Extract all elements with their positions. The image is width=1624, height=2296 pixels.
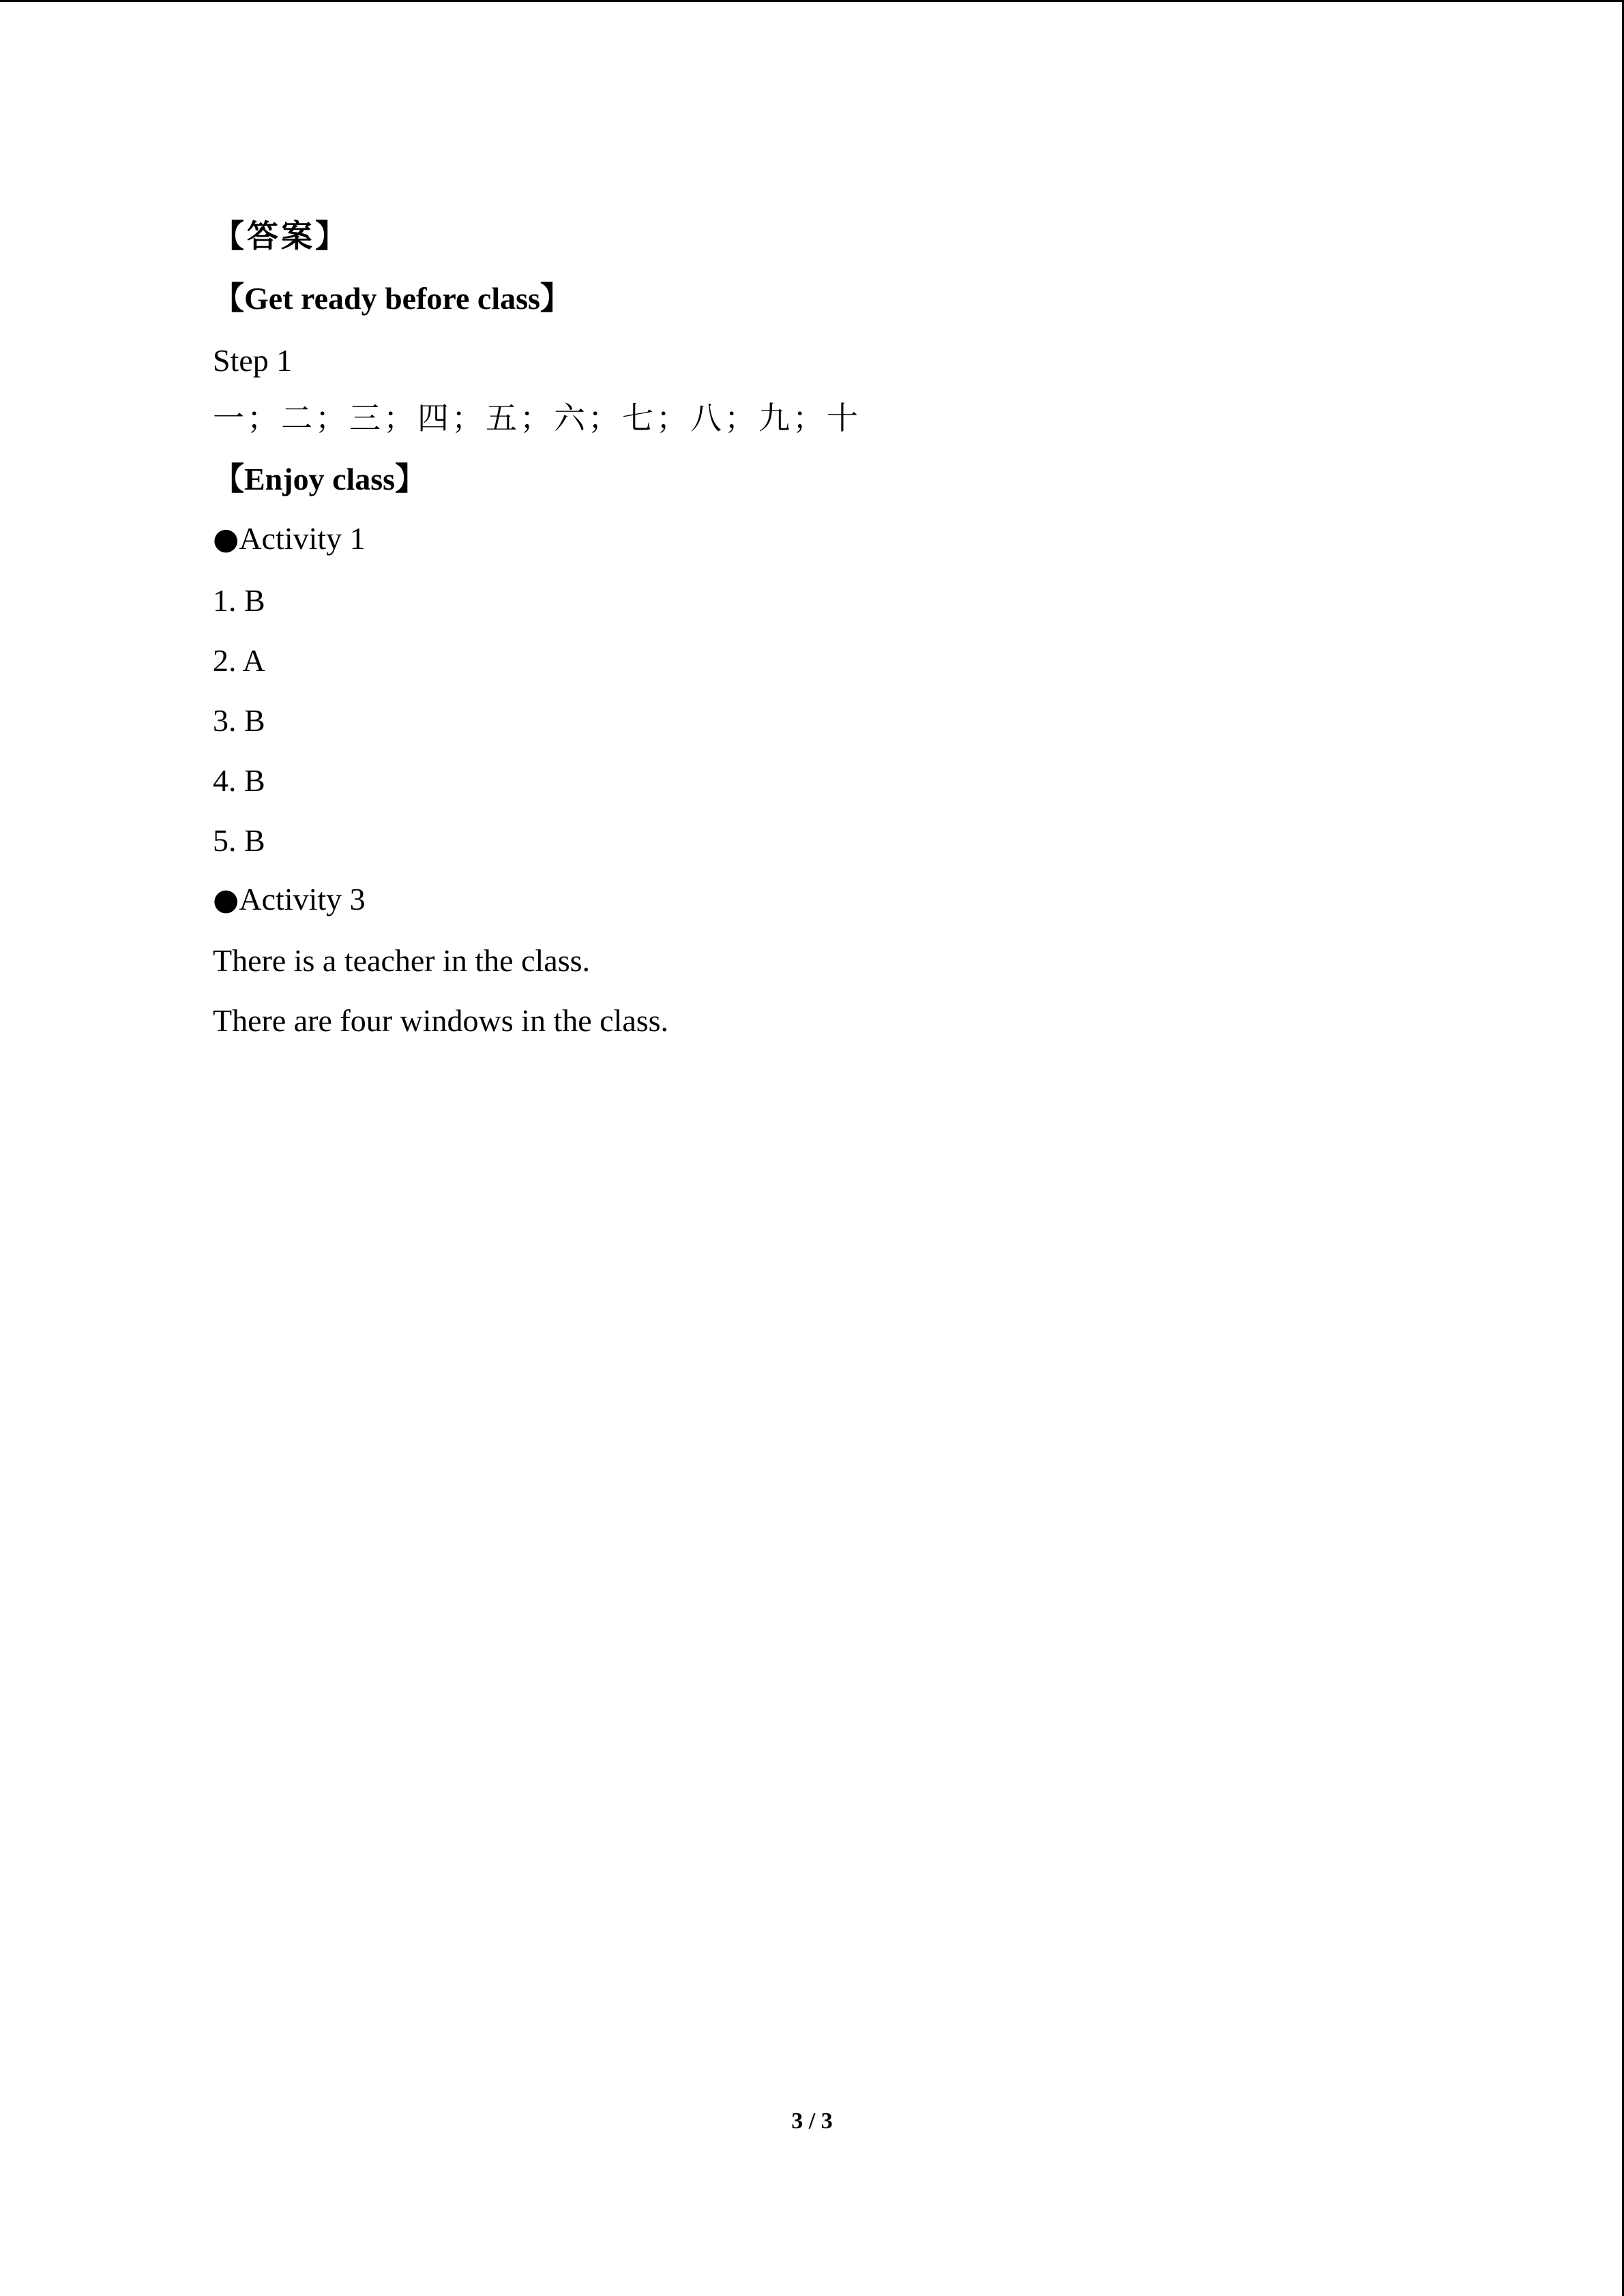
answer-item: 2. A: [213, 643, 265, 678]
activity-3-title: [213, 879, 366, 921]
step-answers: 一；二；三；四；五；六；七；八；九；十: [213, 401, 861, 436]
answer-item: 4. B: [213, 763, 265, 798]
bullet-icon: ●: [213, 882, 239, 917]
activity-1-label: Activity 1: [239, 521, 366, 556]
activity-1-title: [213, 518, 366, 560]
section-heading-enjoy: 【Enjoy class】: [213, 462, 427, 496]
section-heading-get-ready: 【Get ready before class】: [213, 281, 572, 316]
answer-item: 1. B: [213, 583, 265, 618]
answer-item: 5. B: [213, 823, 265, 858]
activity-3-label: Activity 3: [239, 882, 366, 916]
bullet-icon: ●: [213, 522, 239, 556]
answer-heading: 【答案】: [213, 219, 349, 254]
answer-sentence: There are four windows in the class.: [213, 1003, 669, 1038]
answer-sentence: There is a teacher in the class.: [213, 943, 591, 978]
step-label: Step 1: [213, 343, 293, 378]
page-number: 3 / 3: [791, 2108, 833, 2134]
answer-item: 3. B: [213, 703, 265, 738]
